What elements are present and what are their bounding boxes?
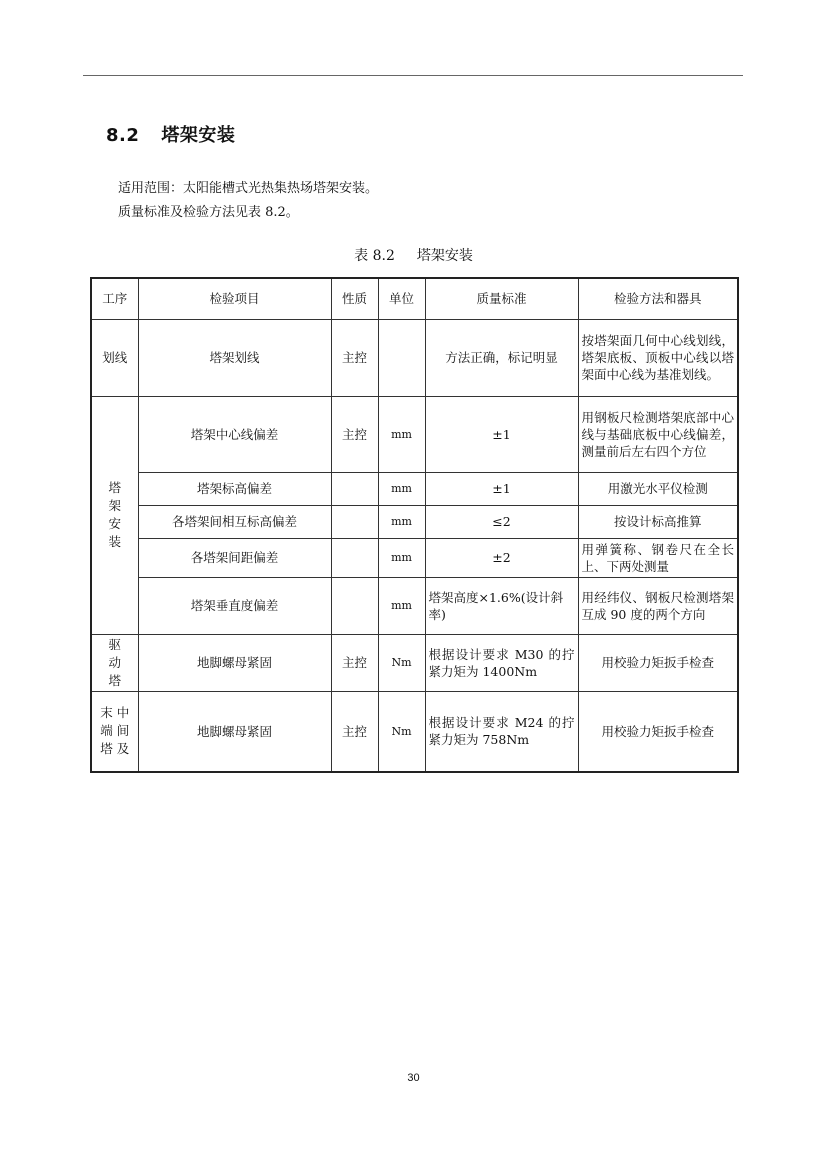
header-method: 检验方法和器具 <box>578 278 738 319</box>
group-cell: 驱 动 塔 <box>91 634 138 691</box>
method-cell: 按设计标高推算 <box>578 505 738 538</box>
inspection-table <box>90 277 739 773</box>
method-cell: 按塔架面几何中心线划线，塔架底板、顶板中心线以塔架面中心线为基准划线。 <box>578 319 738 396</box>
nature-cell: 主控 <box>331 634 378 691</box>
nature-cell <box>331 577 378 634</box>
item-cell: 各塔架间距偏差 <box>138 538 331 577</box>
section-title: 塔架安装 <box>161 125 236 146</box>
group-cell: 末 中 端 间 塔 及 <box>91 691 138 772</box>
standard-cell: 根据设计要求 M30 的拧紧力矩为 1400Nm <box>425 634 578 691</box>
table-row <box>91 538 738 577</box>
header-process: 工序 <box>91 278 138 319</box>
page-number: 30 <box>407 1072 420 1084</box>
header-rule <box>83 75 743 76</box>
table-row <box>91 396 738 472</box>
standard-cell: ±1 <box>425 396 578 472</box>
method-cell: 用校验力矩扳手检查 <box>578 691 738 772</box>
table-caption-number: 表 8.2 <box>354 248 395 264</box>
table-row <box>91 472 738 505</box>
header-nature: 性质 <box>331 278 378 319</box>
method-cell: 用校验力矩扳手检查 <box>578 634 738 691</box>
header-unit: 单位 <box>378 278 425 319</box>
unit-cell: Nm <box>378 691 425 772</box>
table-row <box>91 319 738 396</box>
nature-cell: 主控 <box>331 319 378 396</box>
group-cell: 塔 架 安 装 <box>91 396 138 634</box>
table-caption-title: 塔架安装 <box>416 248 473 264</box>
section-heading <box>106 121 235 147</box>
table-caption <box>0 245 827 265</box>
standard-cell: 方法正确，标记明显 <box>425 319 578 396</box>
nature-cell <box>331 472 378 505</box>
method-cell: 用经纬仪、钢板尺检测塔架互成 90 度的两个方向 <box>578 577 738 634</box>
table-row <box>91 505 738 538</box>
unit-cell: mm <box>378 472 425 505</box>
header-standard: 质量标准 <box>425 278 578 319</box>
unit-cell: mm <box>378 396 425 472</box>
standard-cell: 塔架高度×1.6%(设计斜率) <box>425 577 578 634</box>
table-row <box>91 577 738 634</box>
nature-cell: 主控 <box>331 691 378 772</box>
item-cell: 各塔架间相互标高偏差 <box>138 505 331 538</box>
unit-cell: Nm <box>378 634 425 691</box>
standard-cell: ±1 <box>425 472 578 505</box>
unit-cell: mm <box>378 538 425 577</box>
table-row <box>91 691 738 772</box>
item-cell: 塔架垂直度偏差 <box>138 577 331 634</box>
table-row <box>91 634 738 691</box>
unit-cell: mm <box>378 577 425 634</box>
header-item: 检验项目 <box>138 278 331 319</box>
method-cell: 用弹簧称、钢卷尺在全长上、下两处测量 <box>578 538 738 577</box>
scope-paragraph: 适用范围：太阳能槽式光热集热场塔架安装。 <box>118 181 379 196</box>
nature-cell: 主控 <box>331 396 378 472</box>
method-cell: 用激光水平仪检测 <box>578 472 738 505</box>
unit-cell: mm <box>378 505 425 538</box>
nature-cell <box>331 538 378 577</box>
standard-cell: 根据设计要求 M24 的拧紧力矩为 758Nm <box>425 691 578 772</box>
standard-cell: ≤2 <box>425 505 578 538</box>
item-cell: 地脚螺母紧固 <box>138 634 331 691</box>
method-cell: 用钢板尺检测塔架底部中心线与基础底板中心线偏差，测量前后左右四个方位 <box>578 396 738 472</box>
group-cell: 划线 <box>91 319 138 396</box>
nature-cell <box>331 505 378 538</box>
item-cell: 地脚螺母紧固 <box>138 691 331 772</box>
standard-cell: ±2 <box>425 538 578 577</box>
section-number: 8.2 <box>106 125 140 146</box>
table-header-row <box>91 278 738 319</box>
unit-cell <box>378 319 425 396</box>
item-cell: 塔架标高偏差 <box>138 472 331 505</box>
item-cell: 塔架划线 <box>138 319 331 396</box>
reference-paragraph: 质量标准及检验方法见表 8.2。 <box>118 205 299 220</box>
item-cell: 塔架中心线偏差 <box>138 396 331 472</box>
